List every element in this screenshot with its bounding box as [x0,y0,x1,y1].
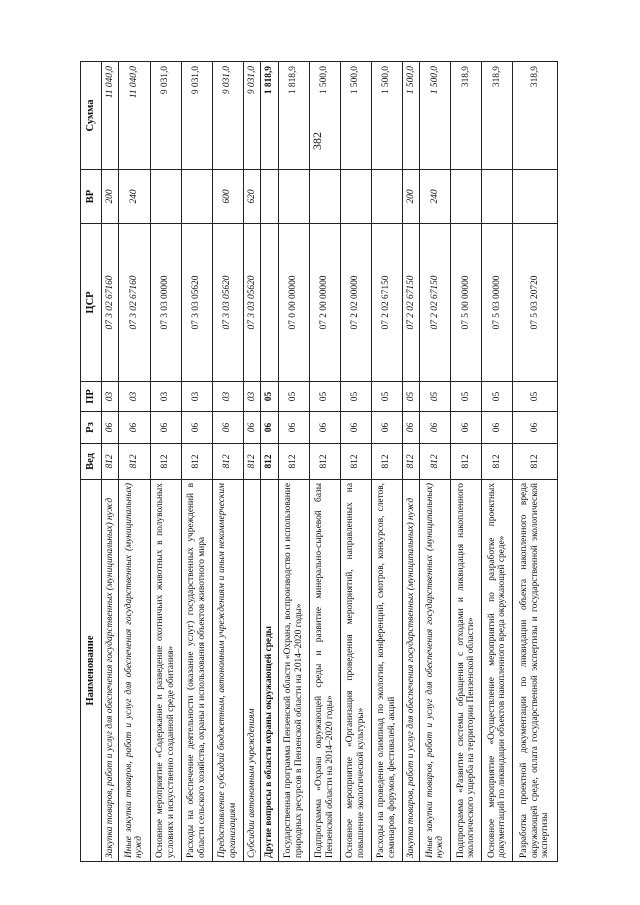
cell-sum: 1 500,0 [402,62,419,170]
cell-ved: 812 [119,444,150,480]
cell-name: Основное мероприятие «Содержание и разведение охотничьих животных в полувольных условиях и искусственно созданной среде обитания» [150,480,181,862]
cell-csr: 07 5 03 20720 [513,224,558,382]
table-row [150,62,181,862]
cell-pr: 03 [212,382,243,412]
cell-sum: 1 500,0 [340,62,371,170]
cell-ved: 812 [261,444,278,480]
table-row [371,62,402,862]
page-number: 382 [310,132,324,150]
table-row [181,62,212,862]
cell-ved: 812 [420,444,451,480]
cell-ved: 812 [212,444,243,480]
cell-rz: 06 [513,412,558,444]
header-rz: Рз [81,412,102,444]
table-row [340,62,371,862]
cell-sum: 1 818,9 [261,62,278,170]
cell-ved: 812 [402,444,419,480]
cell-sum: 9 031,0 [243,62,260,170]
cell-pr: 03 [150,382,181,412]
cell-sum: 9 031,0 [181,62,212,170]
table-row [482,62,513,862]
cell-name: Иные закупки товаров, работ и услуг для обеспечения государственных (муниципальных) нужд [119,480,150,862]
cell-ved: 812 [243,444,260,480]
cell-sum: 1 500,0 [309,62,340,170]
cell-vr [340,170,371,224]
cell-sum: 318,9 [513,62,558,170]
cell-name: Иные закупки товаров, работ и услуг для обеспечения государственных (муниципальных) нужд [420,480,451,862]
cell-ved: 812 [181,444,212,480]
header-pr: ПР [81,382,102,412]
cell-rz: 06 [402,412,419,444]
cell-name: Основное мероприятие «Осуществление мероприятий по разработке проектных документаций по ликвидации объектов накопленного вреда окружающей среде» [482,480,513,862]
cell-csr: 07 2 02 67150 [402,224,419,382]
cell-csr: 07 3 02 67160 [102,224,119,382]
cell-pr: 05 [261,382,278,412]
cell-pr: 05 [482,382,513,412]
header-name: Наименование [81,480,102,862]
cell-rz: 06 [181,412,212,444]
cell-vr: 240 [420,170,451,224]
cell-name: Подпрограмма «Развитие системы обращения с отходами и ликвидация накопленного экологического ущерба на территории Пензенской области» [451,480,482,862]
cell-pr: 03 [102,382,119,412]
cell-pr: 05 [451,382,482,412]
cell-rz: 06 [119,412,150,444]
table-row [102,62,119,862]
cell-csr: 07 5 00 00000 [451,224,482,382]
cell-ved: 812 [513,444,558,480]
cell-vr: 200 [102,170,119,224]
cell-vr: 600 [212,170,243,224]
cell-vr [181,170,212,224]
cell-ved: 812 [340,444,371,480]
header-vr: ВР [81,170,102,224]
cell-pr: 03 [243,382,260,412]
cell-ved: 812 [451,444,482,480]
cell-rz: 06 [309,412,340,444]
cell-vr: 620 [243,170,260,224]
cell-rz: 06 [261,412,278,444]
cell-pr: 05 [402,382,419,412]
cell-name: Разработка проектной документации по ликвидации объекта накопленного вреда окружающей среде, оплата государственной экспертизы и государственной экологической экспертизы [513,480,558,862]
table-row [402,62,419,862]
cell-pr: 05 [278,382,309,412]
header-sum: Сумма [81,62,102,170]
cell-vr [371,170,402,224]
table-header-row [81,62,102,862]
cell-csr: 07 2 02 67150 [420,224,451,382]
budget-table-rotated [80,62,558,862]
cell-sum: 318,9 [451,62,482,170]
cell-sum: 9 031,0 [212,62,243,170]
table-row [261,62,278,862]
cell-ved: 812 [102,444,119,480]
cell-name: Другие вопросы в области охраны окружающей среды [261,480,278,862]
cell-csr: 07 3 03 05620 [212,224,243,382]
table-row [513,62,558,862]
cell-name: Закупка товаров, работ и услуг для обеспечения государственных (муниципальных) нужд [402,480,419,862]
cell-csr: 07 2 00 00000 [309,224,340,382]
cell-name: Расходы на проведение олимпиад по экологии, конференций, смотров, конкурсов, слетов, семинаров, форумов, фестивалей, акций [371,480,402,862]
cell-pr: 03 [119,382,150,412]
cell-name: Закупка товаров, работ и услуг для обеспечения государственных (муниципальных) нужд [102,480,119,862]
cell-sum: 11 040,0 [102,62,119,170]
cell-vr [261,170,278,224]
cell-vr: 240 [119,170,150,224]
cell-ved: 812 [150,444,181,480]
cell-rz: 06 [102,412,119,444]
cell-ved: 812 [371,444,402,480]
cell-vr [482,170,513,224]
cell-csr: 07 2 02 67150 [371,224,402,382]
table-row [309,62,340,862]
cell-name: Расходы на обеспечение деятельности (оказание услуг) государственных учреждений в области сельского хозяйства, охраны и использования объектов животного мира [181,480,212,862]
cell-ved: 812 [309,444,340,480]
cell-sum: 1 500,0 [371,62,402,170]
cell-sum: 9 031,0 [150,62,181,170]
cell-sum: 11 040,0 [119,62,150,170]
cell-ved: 812 [482,444,513,480]
cell-vr [150,170,181,224]
cell-csr: 07 3 03 05620 [243,224,260,382]
cell-name: Субсидии автономным учреждениям [243,480,260,862]
cell-csr: 07 3 02 67160 [119,224,150,382]
cell-pr: 05 [513,382,558,412]
table-row [212,62,243,862]
cell-name: Подпрограмма «Охрана окружающей среды и развитие минерально-сырьевой базы Пензенской области на 2014–2020 годы» [309,480,340,862]
cell-rz: 06 [420,412,451,444]
header-ved: Вед [81,444,102,480]
cell-rz: 06 [212,412,243,444]
table-row [243,62,260,862]
cell-csr [261,224,278,382]
cell-rz: 06 [150,412,181,444]
cell-csr: 07 0 00 00000 [278,224,309,382]
cell-pr: 05 [340,382,371,412]
cell-pr: 03 [181,382,212,412]
cell-csr: 07 2 02 00000 [340,224,371,382]
cell-vr [309,170,340,224]
cell-rz: 06 [243,412,260,444]
table-row [420,62,451,862]
cell-vr [278,170,309,224]
table-row [451,62,482,862]
cell-vr: 200 [402,170,419,224]
cell-csr: 07 5 03 00000 [482,224,513,382]
cell-name: Предоставление субсидий бюджетным, автономным учреждениям и иным некоммерческим организациям [212,480,243,862]
cell-csr: 07 3 03 05620 [181,224,212,382]
cell-name: Основное мероприятие «Организация проведения мероприятий, направленных на повышение экологической культуры» [340,480,371,862]
cell-vr [451,170,482,224]
table-row [278,62,309,862]
cell-pr: 05 [371,382,402,412]
cell-pr: 05 [309,382,340,412]
cell-rz: 06 [451,412,482,444]
cell-name: Государственная программа Пензенской области «Охрана, воспроизводство и использование природных ресурсов в Пензенской области на 2014–2020 годы» [278,480,309,862]
cell-rz: 06 [371,412,402,444]
table-body [102,62,558,862]
cell-pr: 05 [420,382,451,412]
cell-sum: 1 818,9 [278,62,309,170]
table-row [119,62,150,862]
cell-rz: 06 [278,412,309,444]
header-csr: ЦСР [81,224,102,382]
cell-vr [513,170,558,224]
cell-csr: 07 3 03 00000 [150,224,181,382]
budget-table [80,61,558,862]
cell-ved: 812 [278,444,309,480]
cell-sum: 1 500,0 [420,62,451,170]
cell-rz: 06 [482,412,513,444]
cell-sum: 318,9 [482,62,513,170]
cell-rz: 06 [340,412,371,444]
